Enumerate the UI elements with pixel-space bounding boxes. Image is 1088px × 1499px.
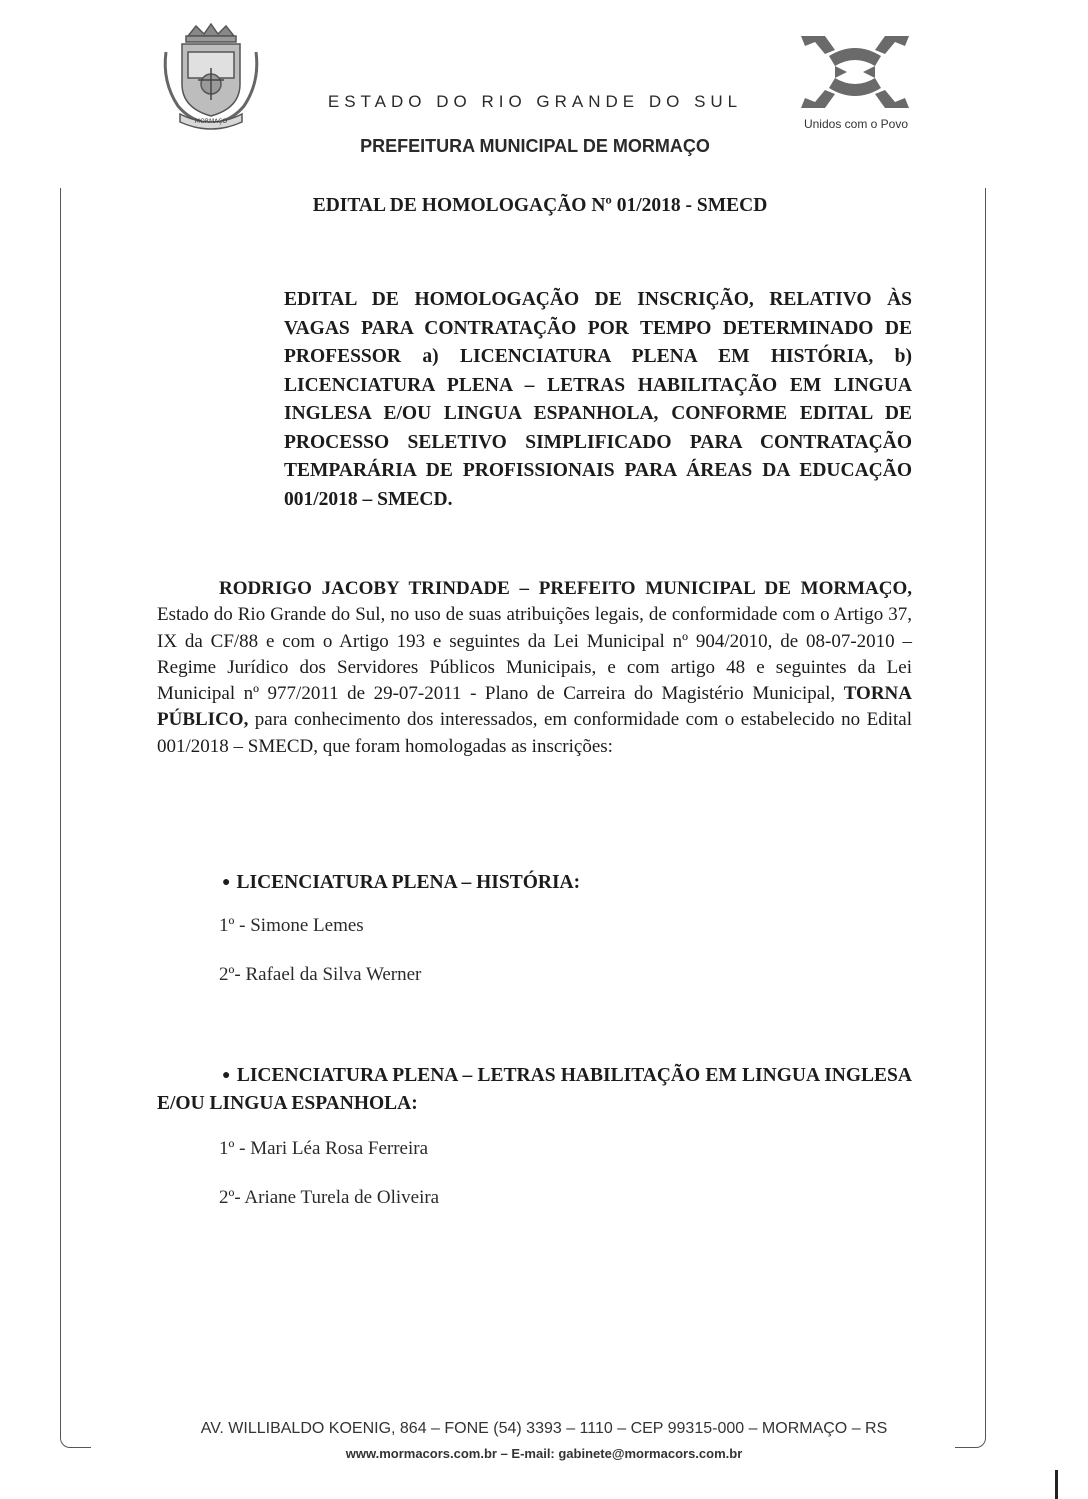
coat-of-arms-icon xyxy=(158,22,264,130)
interlocked-hands-logo-icon xyxy=(795,32,915,112)
section-heading-text: LICENCIATURA PLENA – HISTÓRIA: xyxy=(236,872,581,893)
bullet-icon: ● xyxy=(222,1068,231,1083)
city-hall-name: PREFEITURA MUNICIPAL DE MORMAÇO xyxy=(360,136,710,156)
bullet-icon: ● xyxy=(222,875,231,890)
body-text-2: para conhecimento dos interessados, em conformidade com o estabelecido no Edital 001/2018 – SMECD, que foram homologadas as inscrições: xyxy=(157,709,912,757)
slogan: Unidos com o Povo xyxy=(803,117,909,131)
list-item: 1º - Mari Léa Rosa Ferreira xyxy=(219,1138,428,1159)
footer-address: AV. WILLIBALDO KOENIG, 864 – FONE (54) 3393 – 1110 – CEP 99315-000 – MORMAÇO – RS xyxy=(200,1420,888,1437)
svg-text:MORMAÇO: MORMAÇO xyxy=(194,118,228,125)
document-subject: EDITAL DE HOMOLOGAÇÃO DE INSCRIÇÃO, RELATIVO ÀS VAGAS PARA CONTRATAÇÃO POR TEMPO DETERMINADO DE PROFESSOR a) LICENCIATURA PLENA EM HISTÓRIA, b) LICENCIATURA PLENA – LETRAS HABILITAÇÃO EM LINGUA INGLESA E/OU LINGUA ESPANHOLA, CONFORME EDITAL DE PROCESSO SELETIVO SIMPLIFICADO PARA CONTRATAÇÃO TEMPARÁRIA DE PROFISSIONAIS PARA ÁREAS DA EDUCAÇÃO 001/2018 – SMECD. xyxy=(284,289,912,510)
section-heading-text: LICENCIATURA PLENA – LETRAS HABILITAÇÃO EM LINGUA INGLESA E/OU LINGUA ESPANHOLA: xyxy=(157,1065,912,1114)
list-item: 2º- Ariane Turela de Oliveira xyxy=(219,1187,440,1208)
state-name: ESTADO DO RIO GRANDE DO SUL xyxy=(327,92,743,111)
scan-edge xyxy=(1055,1470,1058,1499)
document-body xyxy=(157,576,912,760)
footer-contact: www.mormacors.com.br – E-mail: gabinete@mormacors.com.br xyxy=(345,1446,743,1461)
body-lead: RODRIGO JACOBY TRINDADE – PREFEITO MUNICIPAL DE MORMAÇO, xyxy=(219,578,912,599)
body-emphasis: TORNA PÚBLICO, xyxy=(157,683,912,731)
document-title: EDITAL DE HOMOLOGAÇÃO Nº 01/2018 - SMECD xyxy=(312,195,768,216)
body-text-1: Estado do Rio Grande do Sul, no uso de suas atribuições legais, de conformidade com o Artigo 37, IX da CF/88 e com o Artigo 193 e seguintes da Lei Municipal nº 904/2010, de 08-07-2010 – Regime Jurídico dos Servidores Públicos Municipais, e com artigo 48 e seguintes da Lei Municipal nº 977/2011 de 29-07-2011 - Plano de Carreira do Magistério Municipal, xyxy=(157,604,912,705)
list-item: 1º - Simone Lemes xyxy=(219,915,364,936)
section-heading-history xyxy=(222,869,580,897)
section-heading-languages xyxy=(157,1062,912,1118)
list-item: 2º- Rafael da Silva Werner xyxy=(219,964,422,985)
